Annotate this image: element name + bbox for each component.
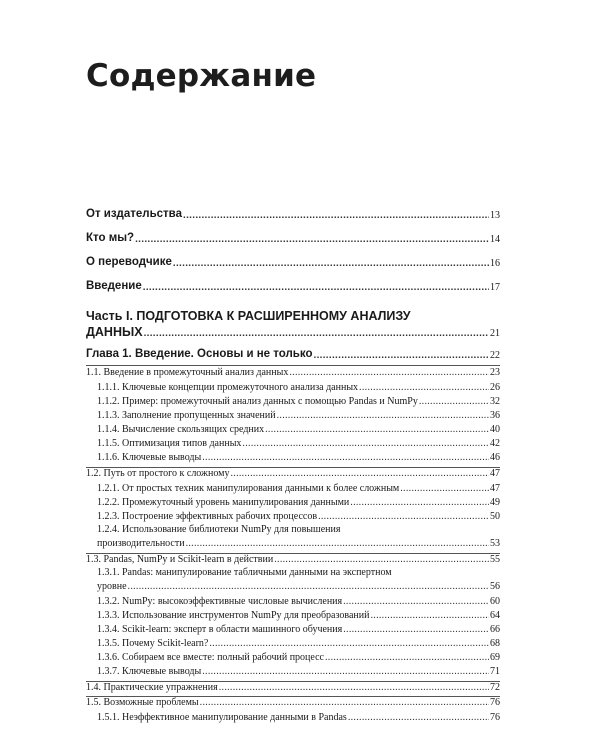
toc-entry-page: 23	[490, 367, 500, 378]
dot-leader	[173, 259, 489, 269]
toc-entry-title: О переводчике	[86, 256, 172, 268]
toc-entry-page: 42	[490, 438, 500, 449]
toc-entry-subsection[interactable]	[86, 653, 500, 663]
chapter-title: Глава 1. Введение. Основы и не только	[86, 348, 313, 360]
toc-entry-page: 60	[490, 596, 500, 607]
toc-entry-subsection[interactable]	[86, 439, 500, 449]
toc-entry-section[interactable]	[86, 683, 500, 693]
toc-entry-subsection[interactable]	[86, 453, 500, 463]
dot-leader	[219, 683, 489, 693]
toc-entry-page: 21	[490, 327, 500, 339]
dot-leader	[348, 713, 489, 723]
toc-entry-page: 50	[490, 511, 500, 522]
toc-entry-title: 1.2.2. Промежуточный уровень манипулирования данными	[97, 497, 350, 508]
toc-entry-title: 1.1.3. Заполнение пропущенных значений	[97, 410, 276, 421]
toc-entry-section[interactable]	[86, 698, 500, 708]
dot-leader	[135, 235, 489, 245]
toc-entry-title: 1.2.3. Построение эффективных рабочих процессов	[97, 511, 318, 522]
dot-leader	[230, 469, 489, 479]
toc-entry-title-line2: производительности	[97, 538, 185, 549]
toc-entry-page: 55	[490, 554, 500, 565]
toc-entry-subsection[interactable]	[86, 597, 500, 607]
toc-entry-title: 1.3.4. Scikit-learn: эксперт в области машинного обучения	[97, 624, 343, 635]
toc-entry-page: 14	[490, 233, 500, 245]
toc-entry-title-line1: 1.3.1. Pandas: манипулирование табличными данными на экспертном	[97, 567, 392, 578]
toc-entry-section[interactable]	[86, 368, 500, 378]
dot-leader	[325, 653, 489, 663]
toc-entry-title: 1.5. Возможные проблемы	[86, 697, 199, 708]
dot-leader	[202, 453, 489, 463]
toc-entry-title: 1.3. Pandas, NumPy и Scikit-learn в действии	[86, 554, 274, 565]
toc-entry-title: 1.3.5. Почему Scikit-learn?	[97, 638, 209, 649]
toc-entry-subsection[interactable]	[86, 539, 500, 549]
dot-leader	[143, 283, 489, 293]
toc-entry-who-we-are[interactable]	[86, 233, 500, 245]
toc-entry-title: 1.1.1. Ключевые концепции промежуточного анализа данных	[97, 382, 359, 393]
toc-entry-title: 1.5.1. Неэффективное манипулирование данными в Pandas	[97, 712, 347, 723]
toc-entry-subsection[interactable]	[86, 425, 500, 435]
toc-entry-subsection[interactable]	[86, 484, 500, 494]
toc-entry-subsection[interactable]	[86, 625, 500, 635]
toc-entry-title: 1.1.5. Оптимизация типов данных	[97, 438, 242, 449]
toc-entry-page: 72	[490, 682, 500, 693]
toc-entry-subsection[interactable]	[86, 639, 500, 649]
toc-entry-page: 66	[490, 624, 500, 635]
toc-entry-title-line1: 1.2.4. Использование библиотеки NumPy для повышения	[97, 524, 341, 535]
dot-leader	[419, 397, 489, 407]
toc-entry-subsection[interactable]	[86, 411, 500, 421]
toc-entry-publisher[interactable]	[86, 209, 500, 221]
dot-leader	[350, 498, 489, 508]
toc-entry-page: 16	[490, 257, 500, 269]
toc-entry-page: 47	[490, 483, 500, 494]
dot-leader	[318, 512, 489, 522]
dot-leader	[242, 439, 489, 449]
dot-leader	[144, 329, 489, 339]
divider	[86, 365, 500, 366]
toc-entry-page: 46	[490, 452, 500, 463]
dot-leader	[202, 667, 489, 677]
toc-entry-title-line2: уровне	[97, 581, 127, 592]
toc-entry-page: 76	[490, 712, 500, 723]
dot-leader	[313, 351, 489, 361]
toc-entry-title: 1.3.3. Использование инструментов NumPy для преобразований	[97, 610, 370, 621]
toc-entry-introduction[interactable]	[86, 281, 500, 293]
dot-leader	[343, 597, 489, 607]
toc-entry-chapter-1[interactable]	[86, 349, 500, 361]
toc-entry-title: Введение	[86, 280, 142, 292]
toc-entry-title: 1.2.1. От простых техник манипулирования данными к более сложным	[97, 483, 400, 494]
part-title-line1: Часть I. ПОДГОТОВКА К РАСШИРЕННОМУ АНАЛИЗУ	[86, 309, 411, 323]
toc-entry-page: 17	[490, 281, 500, 293]
toc-entry-title: 1.4. Практические упражнения	[86, 682, 218, 693]
dot-leader	[274, 555, 489, 565]
dot-leader	[289, 368, 489, 378]
toc-entry-page: 13	[490, 209, 500, 221]
toc-entry-subsection[interactable]	[86, 611, 500, 621]
dot-leader	[343, 625, 489, 635]
toc-entry-subsection[interactable]	[86, 397, 500, 407]
toc-entry-title: 1.3.2. NumPy: высокоэффективные числовые вычисления	[97, 596, 343, 607]
toc-entry-section[interactable]	[86, 469, 500, 479]
toc-entry-subsection[interactable]	[86, 582, 500, 592]
toc-entry-page: 53	[490, 538, 500, 549]
toc-entry-title: 1.2. Путь от простого к сложному	[86, 468, 230, 479]
toc-entry-title: 1.3.6. Собираем все вместе: полный рабочий процесс	[97, 652, 324, 663]
dot-leader	[209, 639, 489, 649]
toc-entry-subsection[interactable]	[86, 713, 500, 723]
toc-entry-page: 71	[490, 666, 500, 677]
toc-entry-title: 1.1.6. Ключевые выводы	[97, 452, 202, 463]
toc-entry-translator[interactable]	[86, 257, 500, 269]
toc-entry-page: 47	[490, 468, 500, 479]
toc-entry-title: 1.3.7. Ключевые выводы	[97, 666, 202, 677]
toc-entry-title: 1.1.2. Пример: промежуточный анализ данных с помощью Pandas и NumPy	[97, 396, 418, 407]
toc-entry-page: 32	[490, 396, 500, 407]
dot-leader	[186, 539, 489, 549]
part-title-line2: ДАННЫХ	[86, 325, 143, 339]
toc-entry-title: 1.1. Введение в промежуточный анализ данных	[86, 367, 289, 378]
toc-entry-page: 69	[490, 652, 500, 663]
toc-entry-page: 56	[490, 581, 500, 592]
dot-leader	[183, 211, 489, 221]
toc-entry-title: Кто мы?	[86, 232, 135, 244]
toc-entry-page: 22	[490, 349, 500, 361]
dot-leader	[370, 611, 489, 621]
toc-entry-page: 36	[490, 410, 500, 421]
toc-entry-section[interactable]	[86, 555, 500, 565]
toc-entry-part-1[interactable]	[86, 326, 500, 339]
dot-leader	[277, 411, 489, 421]
toc-entry-page: 26	[490, 382, 500, 393]
toc-entry-subsection[interactable]	[86, 667, 500, 677]
dot-leader	[400, 484, 489, 494]
dot-leader	[128, 582, 489, 592]
toc-entry-page: 68	[490, 638, 500, 649]
toc-entry-subsection[interactable]	[86, 383, 500, 393]
dot-leader	[265, 425, 489, 435]
toc-entry-page: 49	[490, 497, 500, 508]
dot-leader	[359, 383, 489, 393]
toc-entry-subsection[interactable]	[86, 512, 500, 522]
toc-entry-title: От издательства	[86, 208, 182, 220]
page-title: Содержание	[86, 58, 317, 94]
toc-entry-page: 64	[490, 610, 500, 621]
toc-entry-page: 40	[490, 424, 500, 435]
toc-entry-subsection[interactable]	[86, 498, 500, 508]
toc-entry-title: 1.1.4. Вычисление скользящих средних	[97, 424, 265, 435]
dot-leader	[200, 698, 489, 708]
toc-entry-page: 76	[490, 697, 500, 708]
